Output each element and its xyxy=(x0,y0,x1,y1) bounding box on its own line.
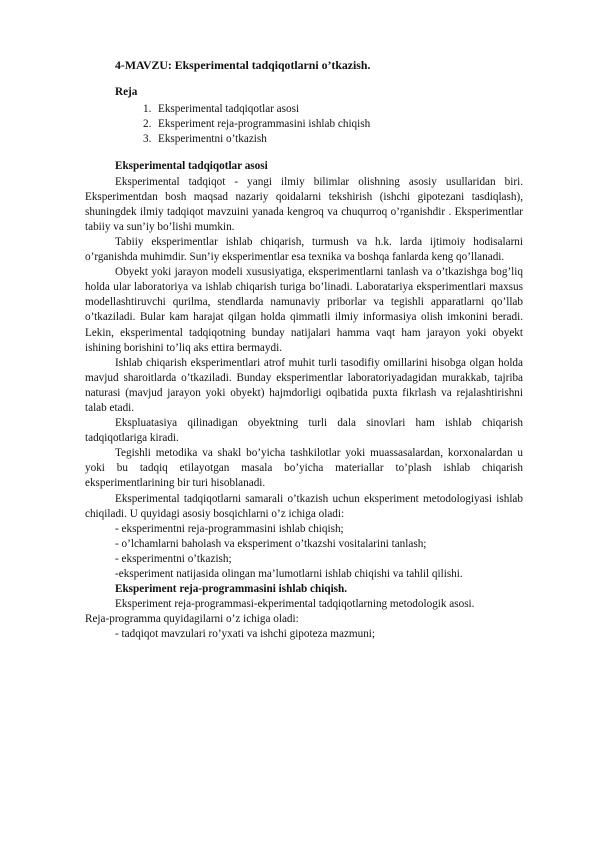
plan-list xyxy=(143,102,523,147)
list-item: - o’lchamlarni baholash va eksperiment o’tkazshi vositalarini tanlash; xyxy=(115,537,427,550)
page-title: 4-MAVZU: Eksperimental tadqiqotlarni o’tkazish. xyxy=(115,58,371,72)
section-heading-basics: Eksperimental tadqiqotlar asosi xyxy=(115,160,268,173)
plan-item-text: Eksperimentni o’tkazish xyxy=(158,133,267,146)
plan-item-number: 2. xyxy=(143,118,152,131)
plan-heading: Reja xyxy=(115,86,138,99)
plan-item xyxy=(143,132,523,147)
paragraph: Ishlab chiqarish eksperimentlari atrof muhit turli tasodifiy omillarini hisobga olgan holda mavjud sharoitlarda o’tkaziladi. Bunday eksperimentlar laboratoriyadagidan murakkab, tajriba naturasi (mavjud jarayon yoki obyekt) hajmdorligi oqibatida puxta fikrlash va rejalashtirishni talab etadi. xyxy=(85,356,523,414)
paragraph: Ekspluatasiya qilinadigan obyektning turli dala sinovlari ham ishlab chiqarish tadqiqotlariga kiradi. xyxy=(85,417,523,445)
plan-item xyxy=(143,117,523,132)
section-heading-program: Eksperiment reja-programmasini ishlab chiqish. xyxy=(115,583,348,596)
paragraph: Eksperiment reja-programmasi-ekperimental tadqiqotlarning metodologik asosi. xyxy=(115,598,475,611)
plan-item-number: 3. xyxy=(143,133,152,146)
list-item: - eksperimentni o’tkazish; xyxy=(115,552,232,565)
list-item: - eksperimentni reja-programmasini ishlab chiqish; xyxy=(115,522,344,535)
document-page xyxy=(85,58,523,642)
paragraph: Eksperimental tadqiqotlarni samarali o’tkazish uchun eksperiment metodologiyasi ishlab chiqiladi. U quyidagi asosiy bosqichlarni o’z ichiga oladi: xyxy=(85,492,523,520)
paragraph: Obyekt yoki jarayon modeli xususiyatiga, eksperimentlarni tanlash va o’tkazishga bog’liq holda ular laboratoriya va ishlab chiqarish turiga bo’linadi. Laboratariya eksperimentlari maxsus modellashtiruvchi qurilma, stendlarda namunaviy priborlar va tegishli apparatlarni qo’llab o’tkaziladi. Bular kam harajat qilgan holda qimmatli ilmiy informasiya olish imkonini beradi. Lekin, eksperimental tadqiqotning bunday natijalari hamma vaqt ham jarayon yoki obyekt ishining borishini to’liq aks ettira bermaydi. xyxy=(85,266,523,354)
paragraph: Tabiiy eksperimentlar ishlab chiqarish, turmush va h.k. larda ijtimoiy hodisalarni o’rganishda muhimdir. Sun’iy eksperimentlar esa texnika va boshqa fanlarda keng qo’llanadi. xyxy=(85,235,523,264)
plan-item-text: Eksperiment reja-programmasini ishlab chiqish xyxy=(158,118,371,131)
list-item: - tadqiqot mavzulari ro’yxati va ishchi gipoteza mazmuni; xyxy=(115,628,376,641)
paragraph: Tegishli metodika va shakl bo’yicha tashkilotlar yoki muassasalardan, korxonalardan u yoki bu tadqiq etilayotgan masala bo’yicha materiallar to’plash ishlab chiqarish eksperimentlarining bir turi hisoblanadi. xyxy=(85,447,523,490)
plan-item-text: Eksperimental tadqiqotlar asosi xyxy=(158,103,300,116)
list-item: -eksperiment natijasida olingan ma’lumotlarni ishlab chiqishi va tahlil qilishi. xyxy=(115,568,463,580)
paragraph: Reja-programma quyidagilarni o’z ichiga oladi: xyxy=(85,613,299,626)
paragraph: Eksperimental tadqiqot - yangi ilmiy bilimlar olishning asosiy usullaridan biri. Eksperimentdan bosh maqsad nazariy qoidalarni tekshirish (ishchi gipotezani tasdiqlash), shuningdek ilmiy tadqiqot mavzuini yanada kengroq va chuqurroq o’rganishdir . Eksperimentlar tabiiy va sun’iy bo’lishi mumkin. xyxy=(85,175,523,233)
plan-item xyxy=(143,102,523,117)
plan-item-number: 1. xyxy=(143,103,152,116)
